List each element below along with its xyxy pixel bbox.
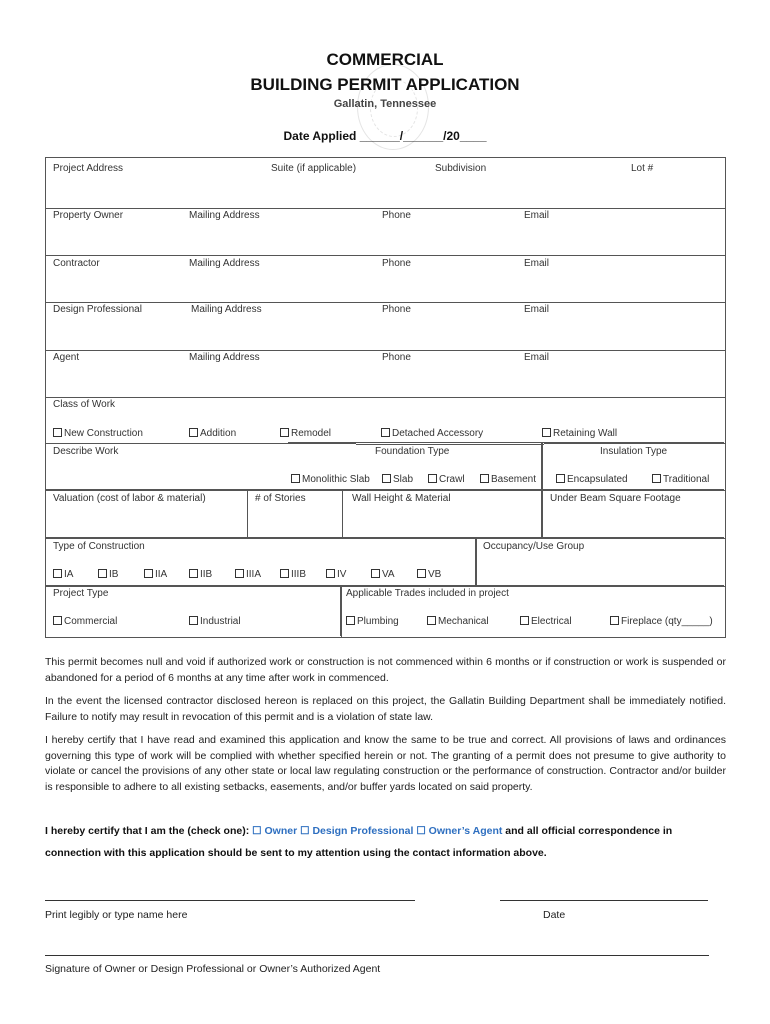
row-divider: [46, 490, 725, 491]
permit-form-table: [45, 157, 726, 638]
checkbox-type-iia[interactable]: [144, 569, 167, 580]
city-name: Gallatin, Tennessee: [333, 98, 437, 110]
trades-label: Applicable Trades included in project: [346, 588, 509, 599]
col-divider: [341, 586, 342, 637]
row-divider: [544, 443, 725, 444]
checkbox-label: IIB: [200, 569, 213, 580]
checkbox-basement[interactable]: [480, 474, 536, 485]
checkbox-label: Encapsulated: [567, 474, 628, 485]
print-name-line[interactable]: [45, 900, 415, 901]
checkbox-label: New Construction: [64, 428, 143, 439]
checkbox-label: Commercial: [64, 616, 118, 627]
owner-option-label: Owner: [264, 825, 298, 837]
checkbox-type-ia[interactable]: [53, 569, 73, 580]
checkbox-electrical[interactable]: [520, 616, 572, 627]
checkbox-label: IIIB: [291, 569, 307, 580]
checkbox-label: Remodel: [291, 428, 332, 439]
checkbox-icon: [382, 474, 391, 483]
row-divider: [46, 586, 725, 587]
design-mailing-label[interactable]: Mailing Address: [191, 304, 262, 315]
checkbox-label: Crawl: [439, 474, 465, 485]
checkbox-monolithic-slab[interactable]: [291, 474, 370, 485]
row-divider: [45, 537, 724, 538]
certify-prefix: I hereby certify that I am the (check one):: [45, 825, 253, 837]
checkbox-icon: [371, 569, 380, 578]
checkbox-label: Detached Accessory: [392, 428, 484, 439]
stories-label[interactable]: # of Stories: [255, 493, 306, 504]
checkbox-fireplace[interactable]: [610, 616, 713, 627]
row-divider: [46, 397, 725, 398]
class-of-work-label: Class of Work: [53, 399, 116, 410]
checkbox-label: Fireplace (qty_____): [621, 616, 713, 627]
checkbox-label: Plumbing: [357, 616, 399, 627]
lot-label[interactable]: Lot #: [631, 163, 654, 174]
subdivision-label[interactable]: Subdivision: [435, 163, 487, 174]
checkbox-label: Basement: [491, 474, 537, 485]
checkbox-detached-accessory[interactable]: [381, 428, 483, 439]
contractor-label[interactable]: Contractor: [53, 258, 100, 269]
col-divider: [541, 489, 542, 537]
checkbox-commercial[interactable]: [53, 616, 117, 627]
contractor-replacement-paragraph: In the event the licensed contractor disclosed hereon is replaced on this project, the Gallatin Building Department shall be immediately notified. Failure to notify may result in revocation of this permit and is a violation of state law.: [45, 695, 726, 723]
checkbox-icon: [53, 428, 62, 437]
checkbox-icon: [610, 616, 619, 625]
checkbox-owners-agent[interactable]: ☐ Owner’s Agent: [416, 825, 503, 837]
checkbox-icon: [427, 616, 436, 625]
row-divider: [45, 489, 724, 490]
checkbox-icon: [381, 428, 390, 437]
checkbox-label: Slab: [393, 474, 414, 485]
checkbox-icon: [520, 616, 529, 625]
col-divider: [541, 442, 542, 489]
checkbox-type-iib[interactable]: [189, 569, 212, 580]
col-divider: [475, 537, 476, 585]
checkbox-icon: [189, 616, 198, 625]
title-commercial: COMMERCIAL: [326, 50, 444, 69]
certify-check-one: [45, 825, 735, 837]
col-divider: [342, 489, 343, 537]
checkbox-label: IB: [109, 569, 119, 580]
insulation-type-label: Insulation Type: [600, 446, 668, 457]
certify-line2: connection with this application should be sent to my attention using the contact information above.: [45, 847, 547, 859]
row-divider: [46, 302, 725, 303]
checkbox-icon: [326, 569, 335, 578]
design-phone-label[interactable]: Phone: [382, 304, 411, 315]
checkbox-label: IIA: [155, 569, 168, 580]
foundation-type-label: Foundation Type: [375, 446, 450, 457]
contractor-phone-label[interactable]: Phone: [382, 258, 411, 269]
checkbox-type-iv[interactable]: [326, 569, 346, 580]
checkbox-icon: [346, 616, 355, 625]
row-divider: [46, 208, 725, 209]
date-line[interactable]: [500, 900, 708, 901]
checkbox-industrial[interactable]: [189, 616, 241, 627]
occupancy-label[interactable]: Occupancy/Use Group: [483, 541, 585, 552]
property-owner-label[interactable]: Property Owner: [53, 210, 124, 221]
print-name-label: Print legibly or type name here: [45, 909, 188, 921]
checkbox-label: Addition: [200, 428, 237, 439]
checkbox-addition[interactable]: [189, 428, 236, 439]
checkbox-icon: [542, 428, 551, 437]
row-divider: [45, 585, 724, 586]
checkbox-new-construction[interactable]: [53, 428, 143, 439]
checkbox-type-iiib[interactable]: [280, 569, 306, 580]
design-professional-label[interactable]: Design Professional: [53, 304, 142, 315]
checkbox-icon: [189, 569, 198, 578]
checkbox-label: Electrical: [531, 616, 572, 627]
owner-phone-label[interactable]: Phone: [382, 210, 411, 221]
agent-mailing-label[interactable]: Mailing Address: [189, 352, 260, 363]
signature-line[interactable]: [45, 955, 709, 956]
checkbox-retaining-wall[interactable]: [542, 428, 617, 439]
under-beam-label[interactable]: Under Beam Square Footage: [550, 493, 681, 504]
checkbox-icon: [291, 474, 300, 483]
checkbox-mechanical[interactable]: [427, 616, 489, 627]
checkbox-label: Industrial: [200, 616, 241, 627]
checkbox-type-iiia[interactable]: [235, 569, 261, 580]
checkbox-label: VA: [382, 569, 395, 580]
checkbox-icon: [480, 474, 489, 483]
construction-type-label: Type of Construction: [53, 541, 145, 552]
col-divider: [340, 585, 341, 636]
checkbox-icon: [652, 474, 661, 483]
project-address-label[interactable]: Project Address: [53, 163, 124, 174]
checkbox-slab[interactable]: [382, 474, 413, 485]
null-void-paragraph: This permit becomes null and void if authorized work or construction is not commenced within 6 months or if construction or work is suspended or abandoned for a period of 6 months at any time after work in commenced.: [45, 656, 726, 684]
checkbox-icon: [235, 569, 244, 578]
checkbox-label: IA: [64, 569, 74, 580]
row-divider: [288, 442, 724, 443]
contractor-mailing-label[interactable]: Mailing Address: [189, 258, 260, 269]
checkbox-icon: [280, 428, 289, 437]
checkbox-icon: [144, 569, 153, 578]
suite-label[interactable]: Suite (if applicable): [271, 163, 357, 174]
checkbox-traditional[interactable]: [652, 474, 709, 485]
checkbox-icon: [98, 569, 107, 578]
agent-phone-label[interactable]: Phone: [382, 352, 411, 363]
checkbox-label: IV: [337, 569, 347, 580]
checkbox-icon: [556, 474, 565, 483]
checkbox-label: Traditional: [663, 474, 710, 485]
checkbox-label: Mechanical: [438, 616, 489, 627]
owners-agent-option-label: Owner’s Agent: [428, 825, 503, 837]
checkbox-icon: [189, 428, 198, 437]
checkbox-plumbing[interactable]: [346, 616, 399, 627]
checkbox-label: IIIA: [246, 569, 262, 580]
checkbox-encapsulated[interactable]: [556, 474, 628, 485]
row-divider: [46, 350, 725, 351]
date-label: Date: [543, 909, 566, 921]
checkbox-label: Monolithic Slab: [302, 474, 370, 485]
design-professional-option-label: Design Professional: [312, 825, 414, 837]
col-divider: [542, 443, 543, 490]
checkbox-icon: [280, 569, 289, 578]
page-title: BUILDING PERMIT APPLICATION: [250, 75, 520, 94]
row-divider: [46, 255, 725, 256]
checkbox-label: VB: [428, 569, 442, 580]
certify-suffix: and all official correspondence in: [502, 825, 673, 837]
checkbox-owner[interactable]: ☐ Owner: [252, 825, 298, 837]
checkbox-type-vb[interactable]: [417, 569, 441, 580]
checkbox-type-ib[interactable]: [98, 569, 118, 580]
checkbox-icon: [417, 569, 426, 578]
agent-label[interactable]: Agent: [53, 352, 80, 363]
design-email-label[interactable]: Email: [524, 304, 550, 315]
row-divider: [46, 538, 725, 539]
project-type-label: Project Type: [53, 588, 109, 599]
signature-label: Signature of Owner or Design Professional or Owner’s Authorized Agent: [45, 963, 381, 975]
col-divider: [476, 538, 477, 586]
checkbox-type-va[interactable]: [371, 569, 395, 580]
checkbox-icon: [53, 616, 62, 625]
checkbox-icon: [53, 569, 62, 578]
checkbox-design-professional[interactable]: ☐ Design Professional: [300, 825, 414, 837]
checkbox-remodel[interactable]: [280, 428, 331, 439]
wall-height-label[interactable]: Wall Height & Material: [352, 493, 451, 504]
checkbox-icon: [428, 474, 437, 483]
contractor-email-label[interactable]: Email: [524, 258, 550, 269]
agent-email-label[interactable]: Email: [524, 352, 550, 363]
certification-paragraph: I hereby certify that I have read and examined this application and know the same to be true and correct. All provisions of laws and ordinances governing this type of work will be complied with whether specified herein or not. The granting of a permit does not presume to give authority to violate or cancel the provisions of any other state or local law regulating construction or the performance of construction. Contractor and/or builder is responsible to adhere to all existing setbacks, easements, and/or buffer yards located on said property.: [45, 734, 726, 793]
owner-mailing-label[interactable]: Mailing Address: [189, 210, 260, 221]
valuation-label[interactable]: Valuation (cost of labor & material): [53, 493, 206, 504]
col-divider: [542, 490, 543, 538]
date-applied-field[interactable]: Date Applied ______/______/20____: [283, 129, 487, 143]
row-divider: [46, 443, 356, 444]
col-divider: [247, 489, 248, 537]
describe-work-label[interactable]: Describe Work: [53, 446, 119, 457]
owner-email-label[interactable]: Email: [524, 210, 550, 221]
checkbox-crawl[interactable]: [428, 474, 465, 485]
row-divider: [356, 444, 544, 445]
checkbox-label: Retaining Wall: [553, 428, 618, 439]
